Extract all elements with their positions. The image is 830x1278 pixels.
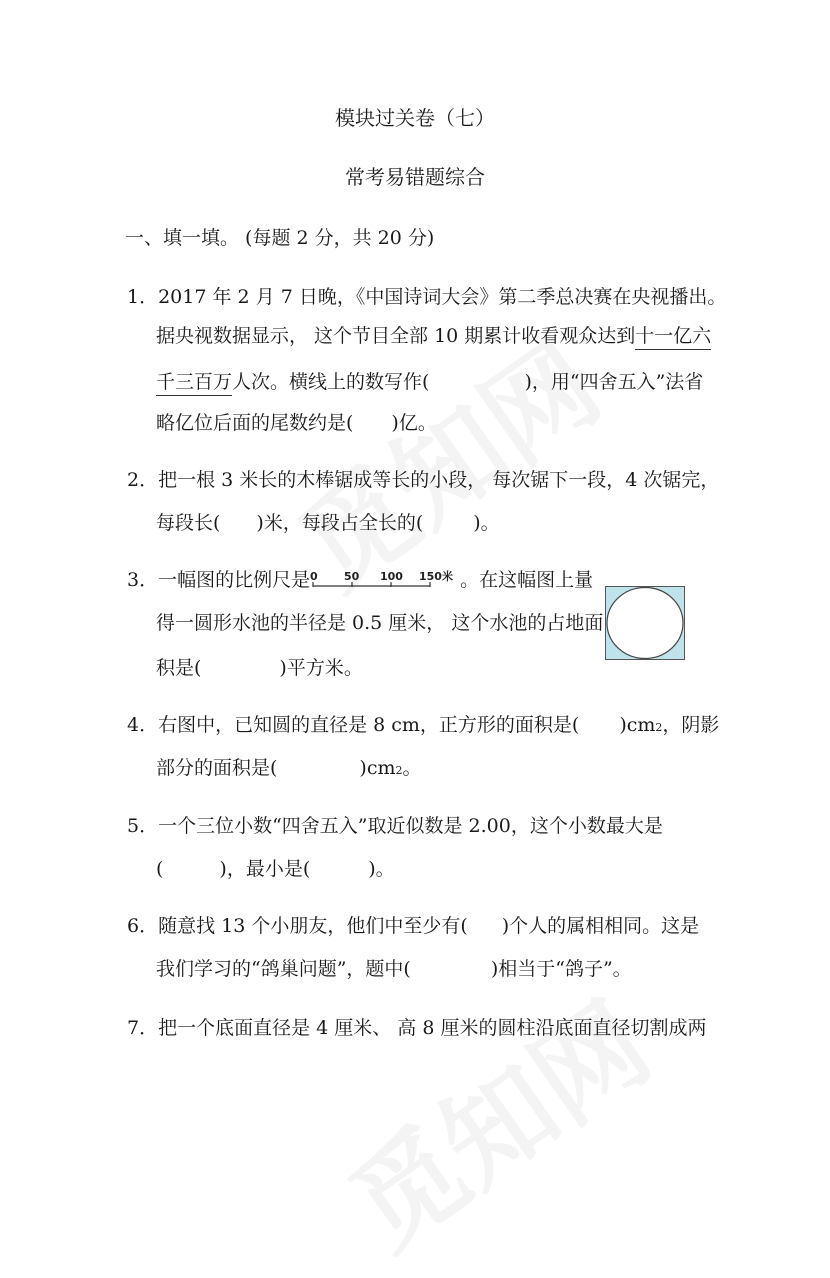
q5-text: )。	[368, 858, 395, 880]
page-subtitle: 常考易错题综合	[345, 165, 485, 189]
q4-unit-exponent: 2	[655, 721, 663, 734]
q4-line2	[156, 756, 422, 783]
q6-text: )相当于“鸽子”。	[490, 958, 632, 980]
q4-line1	[127, 713, 719, 740]
q2-text: )米，每段占全长的(	[256, 512, 424, 534]
q4-text: )cm	[619, 714, 656, 736]
scale-label: 50	[344, 570, 360, 583]
scale-label: 150米	[419, 570, 454, 583]
q6-line1	[127, 914, 699, 938]
q3-line2: 得一圆形水池的半径是 0.5 厘米， 这个水池的占地面	[156, 612, 604, 634]
q3-text: 。在这幅图上量	[460, 569, 594, 591]
q6-text: 我们学习的“鸽巢问题”，题中(	[156, 958, 411, 980]
q6-text: )个人的属相相同。这是	[501, 915, 700, 937]
q3-line3	[156, 656, 363, 680]
q7-line1: 7．把一个底面直径是 4 厘米、 高 8 厘米的圆柱沿底面直径切割成两	[127, 1017, 707, 1039]
q4-text: )cm	[359, 757, 396, 779]
q2-text: 每段长(	[156, 512, 221, 534]
q5-text: )，最小是(	[219, 858, 311, 880]
q1-text: )，用“四舍五入”法省	[524, 371, 704, 393]
figure-graphic	[605, 586, 685, 660]
q1-line2	[156, 324, 711, 348]
q2-line1: 2．把一根 3 米长的木棒锯成等长的小段， 每次锯下一段，4 次锯完，	[127, 469, 720, 491]
section-heading: 一、填一填。 (每题 2 分，共 20 分)	[125, 227, 435, 249]
scale-bar-graphic	[310, 569, 460, 593]
q3-text: 3．一幅图的比例尺是	[127, 569, 311, 591]
q4-text: ，阴影	[662, 714, 720, 736]
q5-line1: 5．一个三位小数“四舍五入”取近似数是 2.00，这个小数最大是	[127, 815, 663, 837]
q2-line2	[156, 511, 500, 535]
q1-text: )亿。	[391, 412, 437, 434]
q3-line1	[127, 568, 593, 593]
q1-underlined-number: 十一亿六	[635, 325, 711, 350]
q4-text: 部分的面积是(	[156, 757, 278, 779]
q4-text: 4．右图中，已知圆的直径是 8 cm，正方形的面积是(	[127, 714, 580, 736]
square-circle-figure	[605, 586, 685, 660]
scale-label: 0	[310, 570, 318, 583]
q3-text: 积是(	[156, 657, 202, 679]
q5-text: (	[156, 858, 164, 880]
q1-text: 人次。横线上的数写作(	[232, 371, 430, 393]
page-title: 模块过关卷（七）	[335, 106, 495, 130]
q5-line2	[156, 857, 395, 881]
q6-line2	[156, 957, 632, 981]
q1-text: 据央视数据显示， 这个节目全部 10 期累计收看观众达到	[156, 325, 636, 347]
scale-bar	[310, 569, 460, 593]
q1-underlined-number-end: 千三百万	[156, 371, 232, 396]
q3-text: )平方米。	[279, 657, 363, 679]
q1-text: 略亿位后面的尾数约是(	[156, 412, 354, 434]
q1-line3	[156, 370, 703, 394]
scale-label: 100	[380, 570, 404, 583]
q1-line4	[156, 411, 437, 435]
q4-unit-exponent: 2	[395, 764, 403, 777]
q4-text: 。	[402, 757, 422, 779]
figure-circle	[607, 588, 683, 659]
q6-text: 6．随意找 13 个小朋友，他们中至少有(	[127, 915, 468, 937]
q1-line1: 1．2017 年 2 月 7 日晚，《中国诗词大会》第二季总决赛在央视播出。	[127, 286, 727, 308]
watermark-bottom	[315, 960, 676, 1278]
q2-text: )。	[473, 512, 500, 534]
